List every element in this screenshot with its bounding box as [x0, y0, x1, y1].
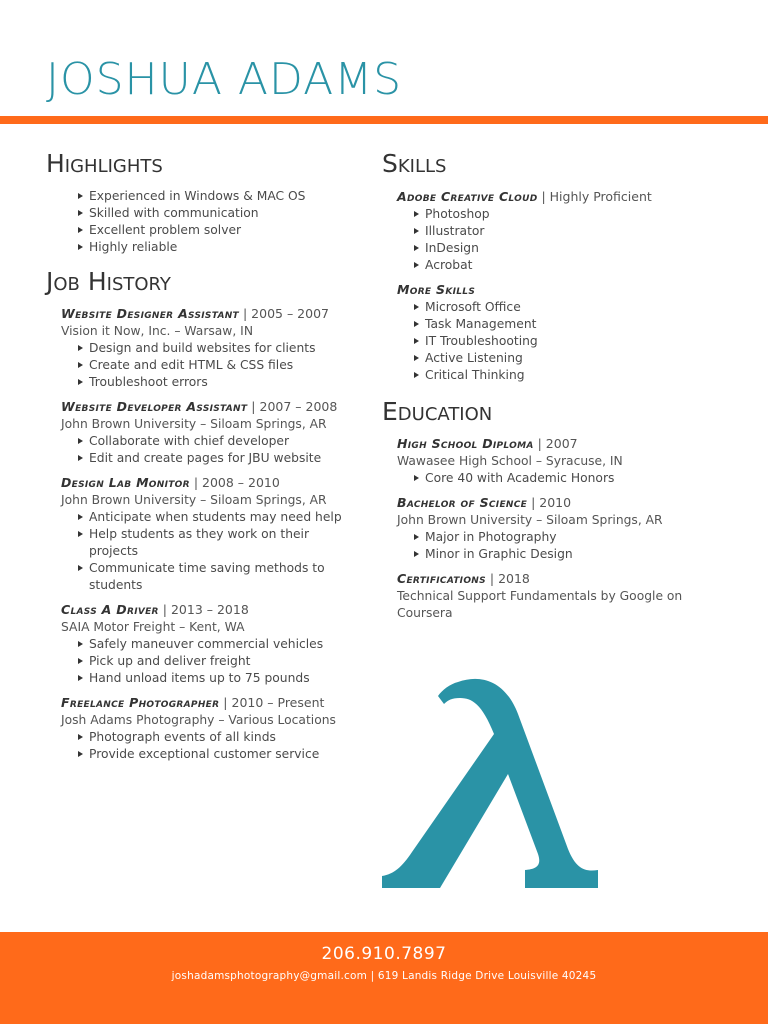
job-duty: Help students as they work on their projects — [89, 526, 356, 560]
skill-item: Illustrator — [425, 223, 722, 240]
job-employer: John Brown University – Siloam Springs, AR — [61, 493, 327, 507]
job-duty: Pick up and deliver freight — [89, 653, 356, 670]
skill-group-level: | Highly Proficient — [537, 188, 652, 204]
highlight-item: Skilled with communication — [89, 205, 356, 222]
resume-name: JOSHUA ADAMS — [46, 54, 403, 105]
job-heading — [46, 305, 356, 323]
skill-item: Microsoft Office — [425, 299, 722, 316]
skills-heading: Skills — [382, 149, 447, 178]
education-heading-line — [382, 494, 722, 512]
education-entry — [382, 570, 722, 622]
highlight-item: Excellent problem solver — [89, 222, 356, 239]
job-title: Freelance Photographer — [61, 695, 220, 710]
email-address-line: joshadamsphotography@gmail.com | 619 Landis Ridge Drive Louisville 40245 — [171, 970, 597, 982]
education-heading-line — [382, 435, 722, 453]
job-heading — [46, 601, 356, 619]
job-employer: Josh Adams Photography – Various Locations — [61, 713, 336, 727]
education-detail: Minor in Graphic Design — [425, 546, 722, 563]
job-duty: Anticipate when students may need help — [89, 509, 356, 526]
skill-group-title: More Skills — [397, 281, 476, 297]
degree-year: | 2010 — [527, 495, 572, 510]
job-duties — [46, 636, 356, 687]
job-duty: Collaborate with chief developer — [89, 433, 356, 450]
job-entry — [46, 398, 356, 467]
job-years: | 2010 – Present — [219, 695, 325, 710]
skill-item: InDesign — [425, 240, 722, 257]
education-detail: Major in Photography — [425, 529, 722, 546]
skill-group-heading — [382, 188, 722, 206]
job-duty: Design and build websites for clients — [89, 340, 356, 357]
education-entry — [382, 435, 722, 487]
job-duties — [46, 729, 356, 763]
skill-group-heading — [382, 281, 722, 299]
contact-footer — [0, 932, 768, 1024]
degree-title: Bachelor of Science — [397, 495, 528, 510]
job-employer: John Brown University – Siloam Springs, AR — [61, 417, 327, 431]
job-heading — [46, 694, 356, 712]
education-details — [382, 470, 722, 487]
skill-item: Active Listening — [425, 350, 722, 367]
header-divider — [0, 116, 768, 124]
highlights-heading: Highlights — [46, 149, 163, 178]
school-name: John Brown University – Siloam Springs, AR — [397, 513, 663, 527]
degree-title: High School Diploma — [397, 436, 534, 451]
left-column — [46, 150, 356, 763]
job-entry — [46, 694, 356, 763]
job-duty: Create and edit HTML & CSS files — [89, 357, 356, 374]
job-duty: Edit and create pages for JBU website — [89, 450, 356, 467]
degree-title: Certifications — [397, 571, 486, 586]
job-years: | 2005 – 2007 — [239, 306, 329, 321]
skill-item: IT Troubleshooting — [425, 333, 722, 350]
job-years: | 2013 – 2018 — [158, 602, 249, 617]
job-heading — [46, 474, 356, 492]
skill-group-title: Adobe Creative Cloud — [397, 188, 538, 204]
job-duty: Photograph events of all kinds — [89, 729, 356, 746]
job-employer: SAIA Motor Freight – Kent, WA — [61, 620, 245, 634]
job-heading — [46, 398, 356, 416]
job-title: Class A Driver — [61, 602, 159, 617]
highlight-item: Highly reliable — [89, 239, 356, 256]
job-duties — [46, 509, 356, 594]
education-heading-line — [382, 570, 722, 588]
job-employer: Vision it Now, Inc. – Warsaw, IN — [61, 324, 254, 338]
job-duty: Communicate time saving methods to students — [89, 560, 356, 594]
highlight-item: Experienced in Windows & MAC OS — [89, 188, 356, 205]
school-name: Wawasee High School – Syracuse, IN — [397, 454, 623, 468]
right-column — [382, 150, 722, 622]
job-years: | 2008 – 2010 — [189, 475, 280, 490]
job-history-heading: Job History — [46, 266, 171, 296]
job-entry — [46, 305, 356, 391]
skill-list — [382, 206, 722, 274]
education-entry — [382, 494, 722, 563]
certification-name: Technical Support Fundamentals by Google on Coursera — [397, 589, 683, 620]
job-duty: Provide exceptional customer service — [89, 746, 356, 763]
job-title: Website Developer Assistant — [61, 399, 248, 414]
job-title: Website Designer Assistant — [61, 306, 239, 321]
lambda-monogram-icon — [380, 674, 600, 899]
job-duty: Hand unload items up to 75 pounds — [89, 670, 356, 687]
job-title: Design Lab Monitor — [61, 475, 190, 490]
skill-item: Task Management — [425, 316, 722, 333]
education-heading: Education — [382, 396, 493, 426]
skill-item: Photoshop — [425, 206, 722, 223]
job-duty: Safely maneuver commercial vehicles — [89, 636, 356, 653]
phone-number: 206.910.7897 — [321, 944, 447, 964]
job-duty: Troubleshoot errors — [89, 374, 356, 391]
job-years: | 2007 – 2008 — [247, 399, 338, 414]
education-detail: Core 40 with Academic Honors — [425, 470, 722, 487]
skill-item: Acrobat — [425, 257, 722, 274]
skill-item: Critical Thinking — [425, 367, 722, 384]
job-entry — [46, 474, 356, 594]
highlights-list — [46, 188, 356, 256]
skill-list — [382, 299, 722, 384]
education-details — [382, 529, 722, 563]
job-duties — [46, 340, 356, 391]
job-duties — [46, 433, 356, 467]
job-entry — [46, 601, 356, 687]
degree-year: | 2018 — [485, 571, 530, 586]
degree-year: | 2007 — [533, 436, 578, 451]
